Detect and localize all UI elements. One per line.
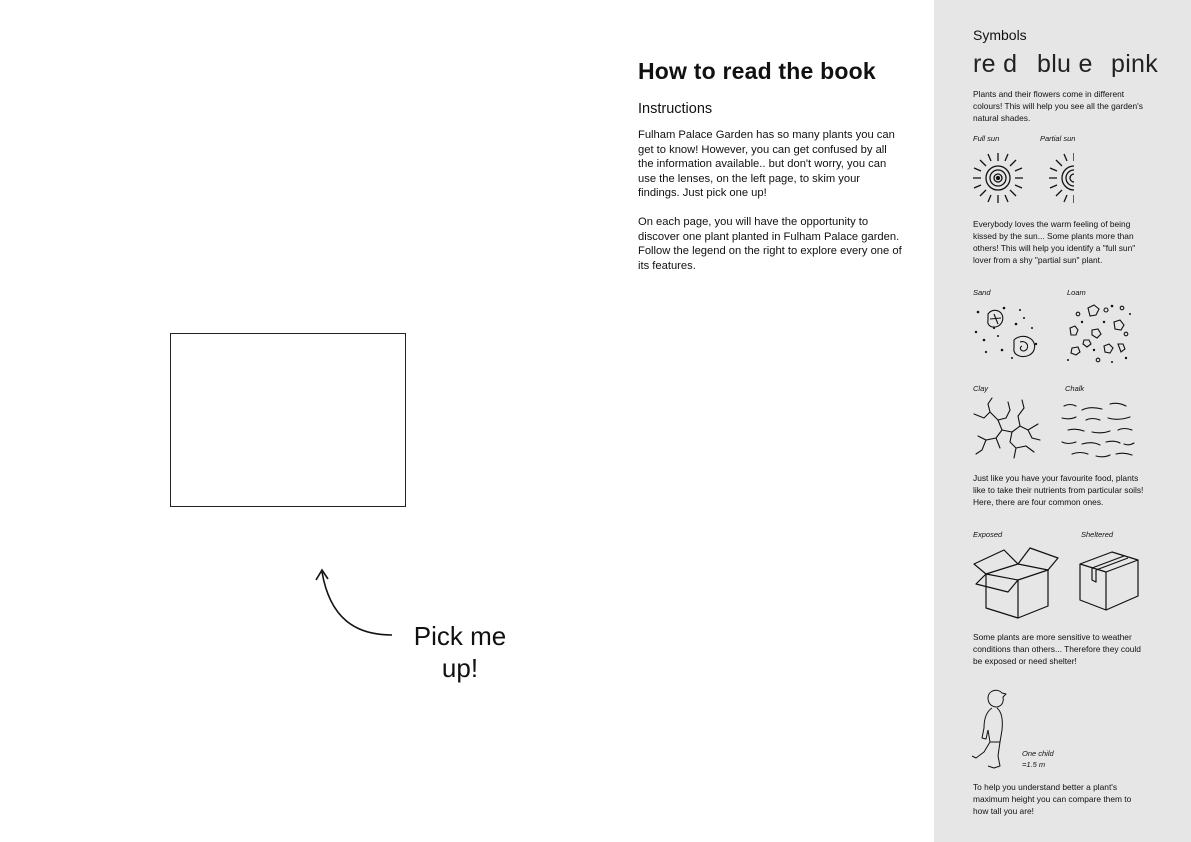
clay-icon xyxy=(972,396,1044,462)
child-label: One child xyxy=(1022,749,1054,758)
curved-arrow-icon xyxy=(300,560,410,650)
child-height-label: =1.5 m xyxy=(1022,760,1046,769)
page-title: How to read the book xyxy=(638,58,876,84)
symbols-heading: Symbols xyxy=(973,27,1027,43)
colours-description: Plants and their flowers come in different colours! This will help you see all the garden's natural shades. xyxy=(973,89,1143,123)
sand-icon xyxy=(972,300,1044,364)
lens-frame[interactable] xyxy=(170,333,406,507)
legend-panel xyxy=(934,0,1191,842)
instructions-heading: Instructions xyxy=(638,101,713,117)
partial-sun-label: Partial sun xyxy=(1040,134,1076,143)
child-silhouette-icon xyxy=(970,686,1014,772)
loam-label: Loam xyxy=(1067,288,1086,297)
instructions-paragraph-2: On each page, you will have the opportunity to discover one plant planted in Fulham Palace garden. Follow the legend on the right to explore every one of its features. xyxy=(638,216,902,272)
exposed-label: Exposed xyxy=(973,530,1003,539)
sun-description: Everybody loves the warm feeling of being kissed by the sun... Some plants more than others! This will help you identify a "full sun" lover from a shy "partial sun" plant. xyxy=(973,219,1136,265)
full-sun-label: Full sun xyxy=(973,134,1000,143)
shelter-description: Some plants are more sensitive to weather conditions than others... Therefore they could be exposed or need shelter! xyxy=(973,632,1141,666)
clay-label: Clay xyxy=(973,384,989,393)
pick-me-up-callout: Pick me up! xyxy=(413,621,507,683)
instructions-paragraph-1: Fulham Palace Garden has so many plants you can get to know! However, you can get confused by all the information available.. but don't worry, you can use the lenses, on the left page, to skim your findings. Just pick one up! xyxy=(638,129,895,199)
sheltered-label: Sheltered xyxy=(1081,530,1114,539)
partial-sun-icon xyxy=(1044,150,1074,206)
chalk-label: Chalk xyxy=(1065,384,1085,393)
chalk-icon xyxy=(1060,400,1138,462)
colour-word-pink: pink xyxy=(1111,50,1159,78)
loam-icon xyxy=(1064,300,1136,372)
open-box-icon xyxy=(972,544,1062,620)
soil-description: Just like you have your favourite food, plants like to take their nutrients from particular soils! Here, there are four common ones. xyxy=(973,473,1144,507)
closed-box-icon xyxy=(1076,546,1142,614)
colour-word-blue: blu e xyxy=(1037,50,1093,78)
colour-word-red: re d xyxy=(973,50,1018,78)
height-description: To help you understand better a plant's maximum height you can compare them to how tall you are! xyxy=(973,782,1132,816)
full-sun-icon xyxy=(972,150,1026,206)
sand-label: Sand xyxy=(973,288,991,297)
